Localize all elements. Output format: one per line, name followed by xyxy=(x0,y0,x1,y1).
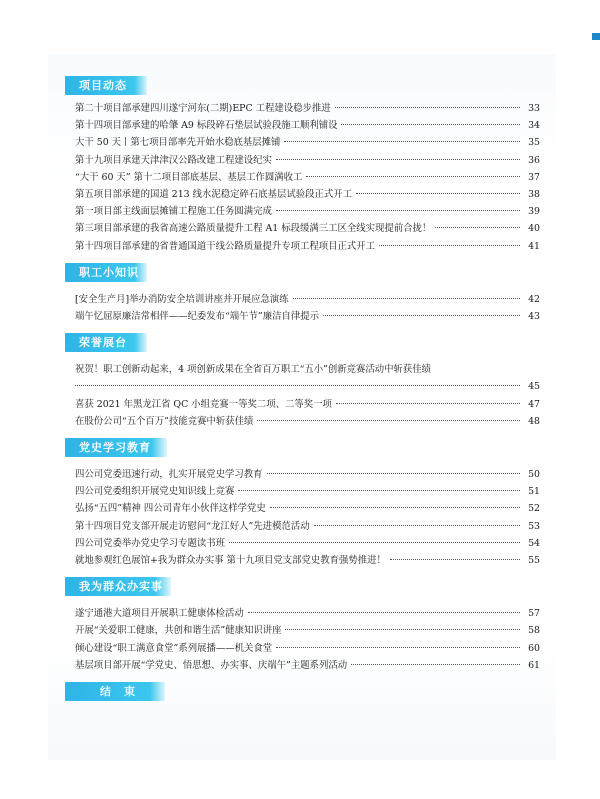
entry-title: 弘扬“五四”精神 四公司青年小伙伴这样学党史 xyxy=(75,503,266,515)
toc-entry[interactable] xyxy=(65,152,540,169)
leader-dots xyxy=(238,489,520,491)
section-honor-showcase xyxy=(65,331,540,430)
entry-page: 58 xyxy=(528,625,540,637)
section-heading: 项目动态 xyxy=(65,76,147,95)
entry-title: 第三项目部承建的我省高速公路质量提升工程 A1 标段缓满三工区全线实现提前合拢！ xyxy=(75,223,432,235)
leader-dots xyxy=(276,158,520,160)
leader-dots xyxy=(379,244,520,246)
entry-page: 48 xyxy=(528,415,540,427)
entry-page: 36 xyxy=(528,154,540,166)
entry-title: 第十九项目承建天津津汉公路改建工程建设纪实 xyxy=(75,154,272,166)
section-heading: 职工小知识 xyxy=(65,263,147,282)
section-heading: 我为群众办实事 xyxy=(65,577,171,596)
entry-title: 第十四项目部承建的省普通国道干线公路质量提升专项工程项目正式开工 xyxy=(75,240,376,252)
toc-entry[interactable] xyxy=(65,622,540,639)
entry-title: 祝贺！职工创新动起来，4 项创新成果在全省百万职工“五小”创新竞赛活动中斩获佳绩 xyxy=(75,364,432,376)
entry-page: 52 xyxy=(528,503,540,515)
entry-title: 端午忆屈原廉洁常相伴——纪委发布“端午节”廉洁自律提示 xyxy=(75,311,319,323)
toc-entry[interactable] xyxy=(65,100,540,117)
entry-page: 33 xyxy=(528,103,540,114)
leader-dots xyxy=(314,524,520,526)
toc-entry[interactable] xyxy=(65,535,540,552)
leader-dots xyxy=(351,663,520,665)
entry-page: 57 xyxy=(528,608,540,620)
entry-page: 41 xyxy=(528,240,540,252)
leader-dots xyxy=(257,419,520,421)
toc-entry-continuation[interactable] xyxy=(65,378,540,395)
entry-page: 35 xyxy=(528,137,540,149)
toc-entry[interactable] xyxy=(65,518,540,535)
leader-dots xyxy=(276,209,520,211)
toc-entry[interactable] xyxy=(65,169,540,186)
section-project-news xyxy=(65,74,540,255)
section-serve-the-people xyxy=(65,575,540,674)
entry-page: 39 xyxy=(528,206,540,218)
toc-entry[interactable] xyxy=(65,220,540,237)
entry-title: 开展“关爱职工健康，共创和谐生活”健康知识讲座 xyxy=(75,625,282,637)
entry-page: 53 xyxy=(528,520,540,532)
entry-page: 47 xyxy=(528,398,540,410)
entry-title: 就地参观红色展馆+我为群众办实事 第十九项目党支部党史教育强势推进！ xyxy=(75,555,386,567)
entry-title: 第十四项目部承建的哈肇 A9 标段碎石垫层试验段施工顺利铺设 xyxy=(75,120,338,132)
toc-entry[interactable] xyxy=(65,238,540,255)
toc-entry[interactable] xyxy=(65,640,540,657)
toc-entry[interactable] xyxy=(65,605,540,622)
entry-title: 第一项目部主线面层摊铺工程施工任务圆满完成 xyxy=(75,206,272,218)
entry-title: 基层项目部开展“学党史、悟思想、办实事、庆端午”主题系列活动 xyxy=(75,659,348,671)
entry-title: 喜获 2021 年黑龙江省 QC 小组竞赛一等奖二项、二等奖一项 xyxy=(75,398,332,410)
toc-entry[interactable] xyxy=(65,396,540,413)
toc-entry[interactable] xyxy=(65,186,540,203)
entry-page: 37 xyxy=(528,171,540,183)
leader-dots xyxy=(284,140,520,142)
leader-dots xyxy=(341,123,520,125)
toc-entry[interactable] xyxy=(65,308,540,325)
leader-dots xyxy=(270,506,520,508)
entry-title: 第十四项目党支部开展走访慰问“龙江好人”先进模范活动 xyxy=(75,520,310,532)
entry-page: 51 xyxy=(528,486,540,498)
entry-page: 43 xyxy=(528,311,540,323)
leader-dots xyxy=(293,297,520,299)
entry-page: 50 xyxy=(528,469,540,481)
section-heading: 荣誉展台 xyxy=(65,333,147,352)
section-staff-knowledge xyxy=(65,261,540,325)
entry-page: 60 xyxy=(528,642,540,654)
entry-page: 38 xyxy=(528,189,540,201)
table-of-contents xyxy=(65,74,540,706)
leader-dots xyxy=(390,558,520,560)
leader-dots xyxy=(356,192,520,194)
entry-title: 第二十项目部承建四川遂宁河东(二期)EPC 工程建设稳步推进 xyxy=(75,103,331,114)
leader-dots xyxy=(323,314,520,316)
toc-entry[interactable] xyxy=(65,203,540,220)
entry-title: 遂宁通港大道项目开展职工健康体检活动 xyxy=(75,608,244,620)
leader-dots xyxy=(435,226,520,228)
leader-dots xyxy=(248,611,520,613)
entry-title: 大干 50 天丨第七项目部率先开始水稳底基层摊铺 xyxy=(75,137,281,149)
entry-title: 四公司党委迅速行动，扎实开展党史学习教育 xyxy=(75,469,263,481)
toc-entry[interactable] xyxy=(65,134,540,151)
toc-entry[interactable] xyxy=(65,483,540,500)
entry-title: 第五项目部承建的国道 213 线水泥稳定碎石底基层试验段正式开工 xyxy=(75,189,352,201)
toc-entry[interactable] xyxy=(65,466,540,483)
entry-title: 在股份公司“五个百万”技能竞赛中斩获佳绩 xyxy=(75,415,254,427)
entry-page: 45 xyxy=(528,381,540,393)
leader-dots xyxy=(229,541,520,543)
section-heading: 党史学习教育 xyxy=(65,438,167,457)
leader-dots xyxy=(285,628,520,630)
section-party-history xyxy=(65,436,540,569)
leader-dots xyxy=(336,402,520,404)
entry-title: 倾心建设“职工满意食堂”系列展播——机关食堂 xyxy=(75,642,273,654)
entry-title: “大干 60 天” 第十二项目部底基层、基层工作圆满收工 xyxy=(75,171,303,183)
toc-entry[interactable] xyxy=(65,361,540,378)
corner-accent xyxy=(592,33,600,40)
entry-page: 54 xyxy=(528,537,540,549)
leader-dots xyxy=(306,175,520,177)
entry-page: 40 xyxy=(528,223,540,235)
entry-page: 42 xyxy=(528,293,540,305)
toc-entry[interactable] xyxy=(65,500,540,517)
leader-dots xyxy=(276,646,520,648)
toc-entry[interactable] xyxy=(65,413,540,430)
entry-title: 四公司党委组织开展党史知识线上竞赛 xyxy=(75,486,235,498)
entry-page: 55 xyxy=(528,555,540,567)
entry-page: 61 xyxy=(528,659,540,671)
toc-entry[interactable] xyxy=(65,552,540,569)
entry-title: 四公司党委举办党史学习专题读书班 xyxy=(75,537,226,549)
toc-entry[interactable] xyxy=(65,117,540,134)
leader-dots xyxy=(335,106,520,108)
toc-entry[interactable] xyxy=(65,657,540,674)
entry-page: 34 xyxy=(528,120,540,132)
end-heading: 结 束 xyxy=(65,682,165,701)
leader-dots xyxy=(75,384,520,386)
entry-title: [安全生产月]举办消防安全培训讲座并开展应急演练 xyxy=(75,293,289,305)
leader-dots xyxy=(267,472,520,474)
toc-entry[interactable] xyxy=(65,291,540,308)
